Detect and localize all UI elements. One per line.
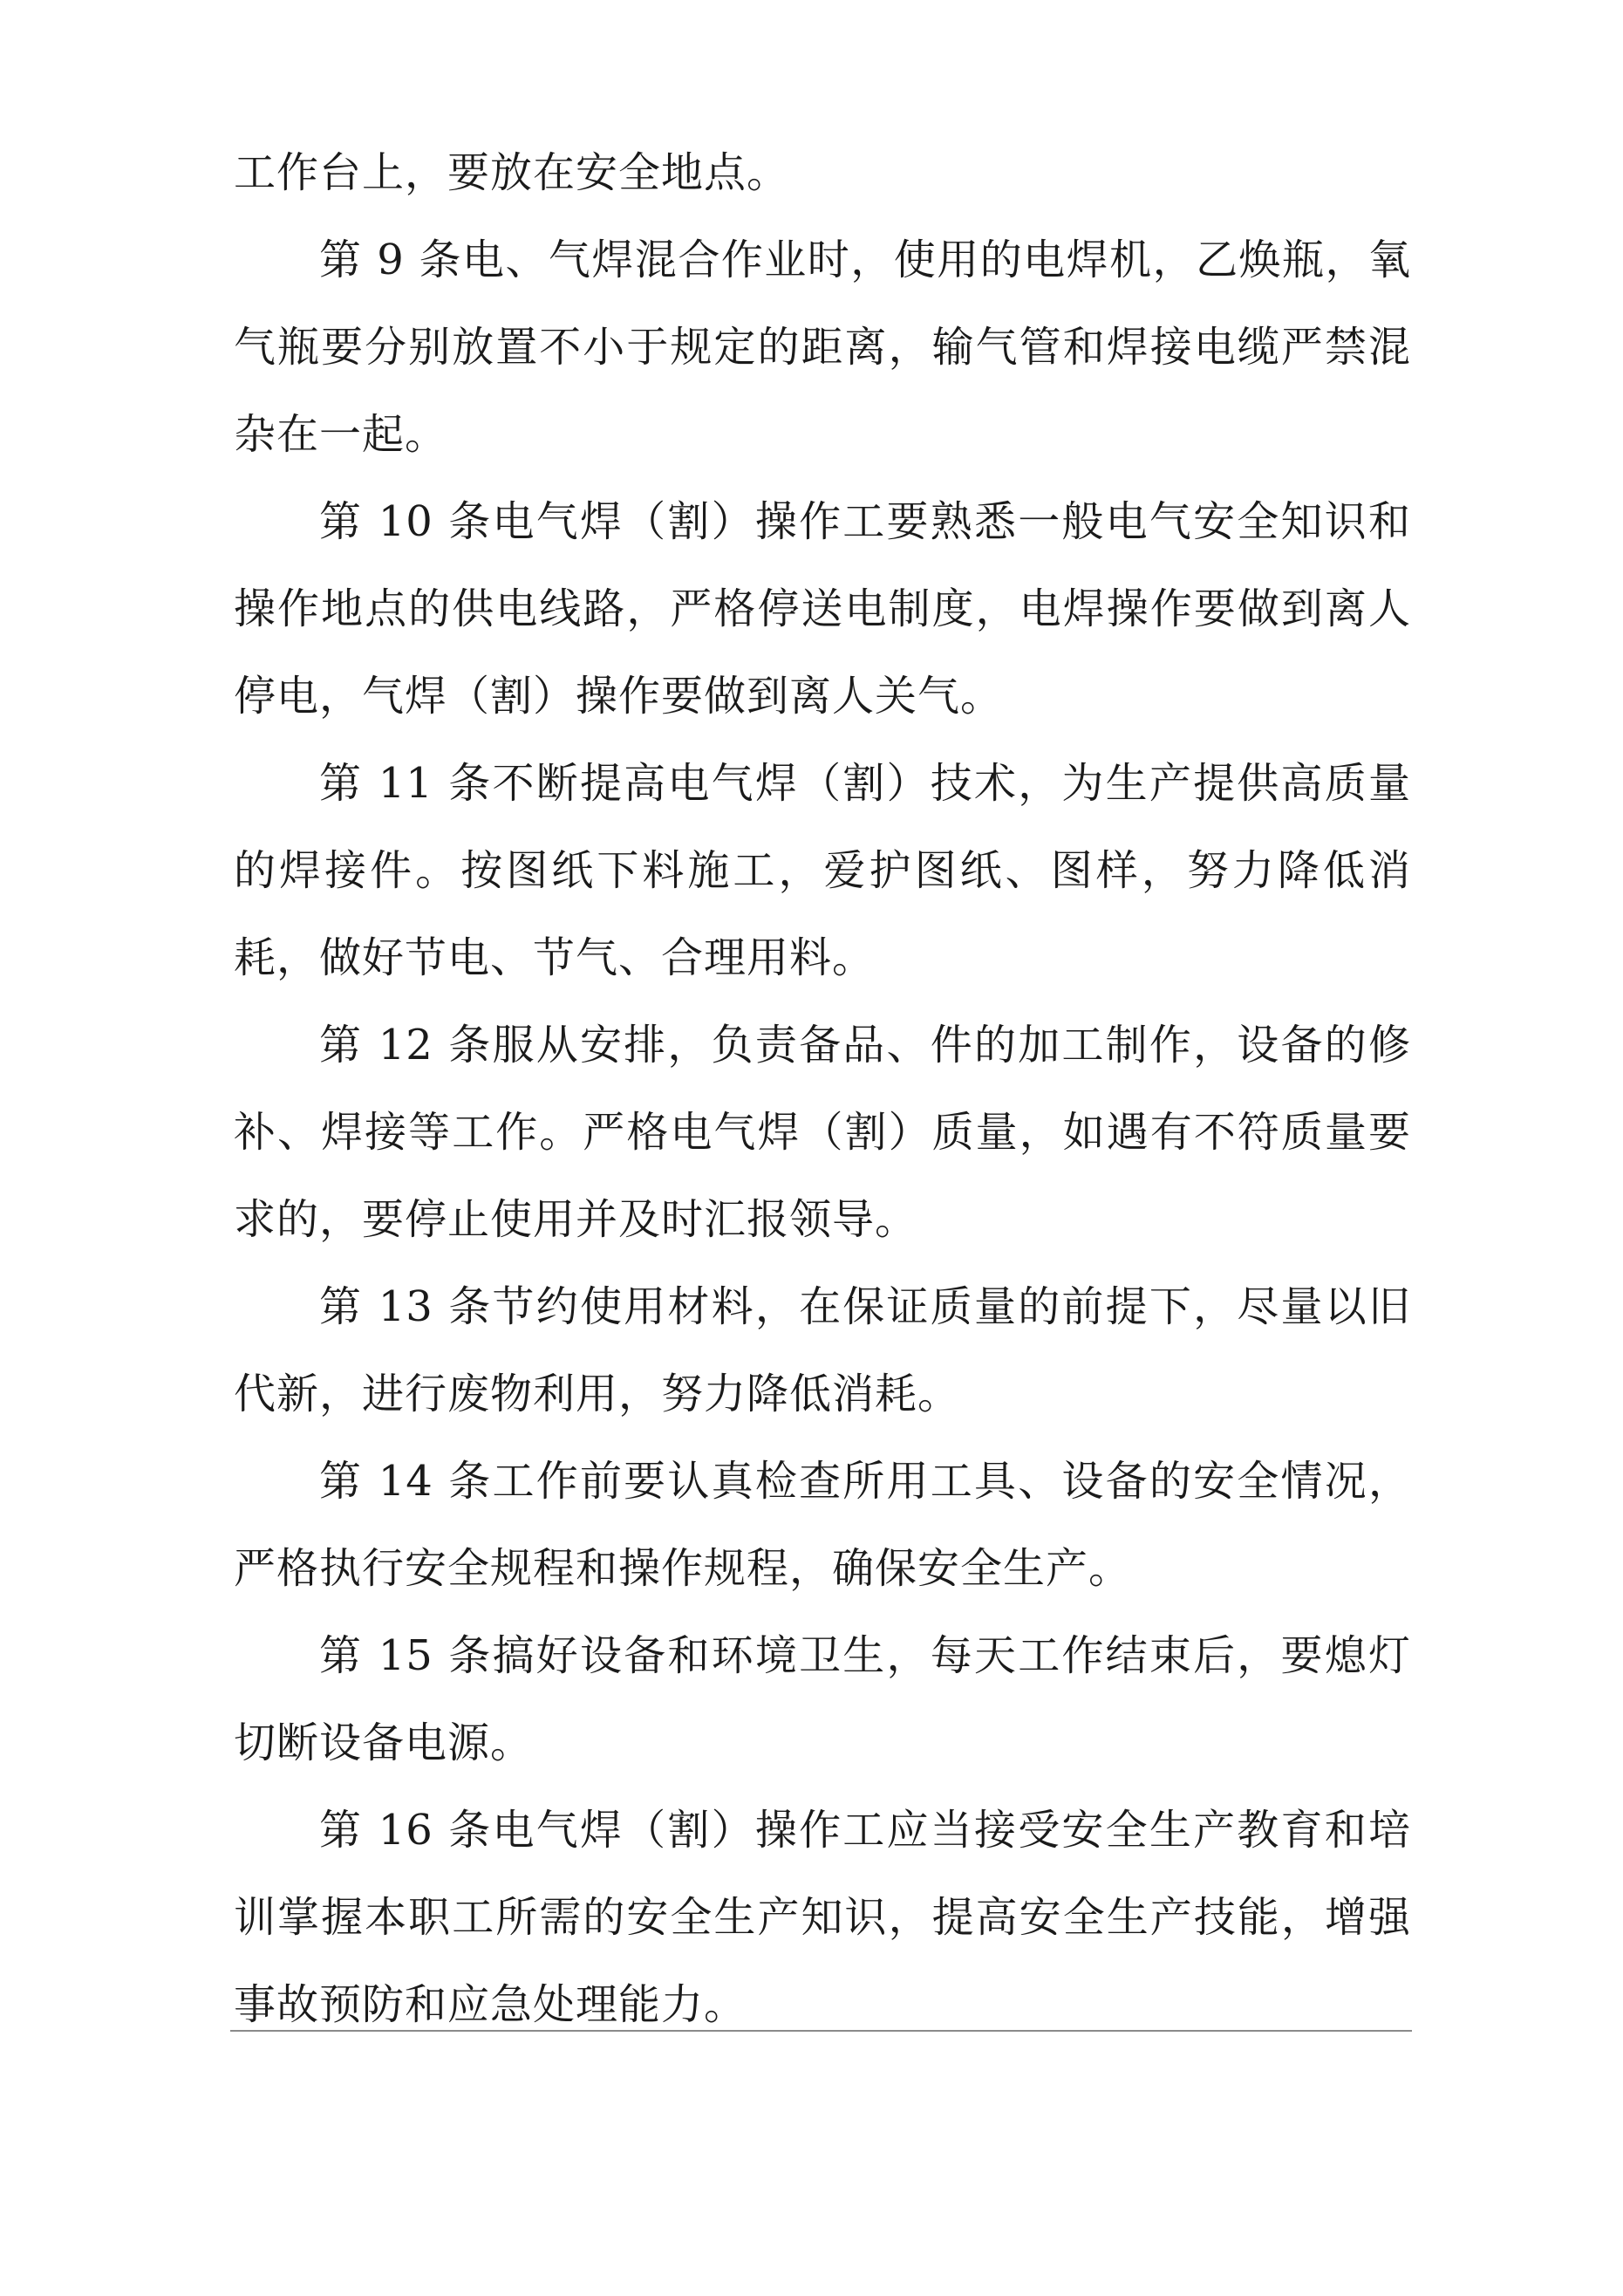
- paragraph-article-16: 第 16 条电气焊（割）操作工应当接受安全生产教育和培训掌握本职工所需的安全生产知识，提高安全生产技能，增强事故预防和应急处理能力。: [234, 1806, 1411, 2029]
- document-body: [234, 129, 1411, 2048]
- paragraph-article-10: 第 10 条电气焊（割）操作工要熟悉一般电气安全知识和操作地点的供电线路，严格停送电制度，电焊操作要做到离人停电，气焊（割）操作要做到离人关气。: [234, 497, 1411, 721]
- paragraph-article-12: 第 12 条服从安排，负责备品、件的加工制作，设备的修补、焊接等工作。严格电气焊（割）质量，如遇有不符质量要求的，要停止使用并及时汇报领导。: [234, 1021, 1411, 1244]
- paragraph-article-14: 第 14 条工作前要认真检查所用工具、设备的安全情况，严格执行安全规程和操作规程，确保安全生产。: [234, 1457, 1411, 1593]
- footer-divider: [230, 2030, 1412, 2032]
- paragraph-article-9: 第 9 条电、气焊混合作业时，使用的电焊机，乙焕瓶，氧气瓶要分别放置不小于规定的距离，输气管和焊接电缆严禁混杂在一起。: [234, 236, 1411, 459]
- paragraph-article-13: 第 13 条节约使用材料，在保证质量的前提下，尽量以旧代新，进行废物利用，努力降低消耗。: [234, 1282, 1411, 1418]
- paragraph-article-15: 第 15 条搞好设备和环境卫生，每天工作结束后，要熄灯切断设备电源。: [234, 1631, 1411, 1767]
- paragraph-continuation: 工作台上，要放在安全地点。: [234, 148, 790, 197]
- paragraph-article-11: 第 11 条不断提高电气焊（割）技术，为生产提供高质量的焊接件。按图纸下料施工，爱护图纸、图样，努力降低消耗，做好节电、节气、合理用料。: [234, 759, 1411, 982]
